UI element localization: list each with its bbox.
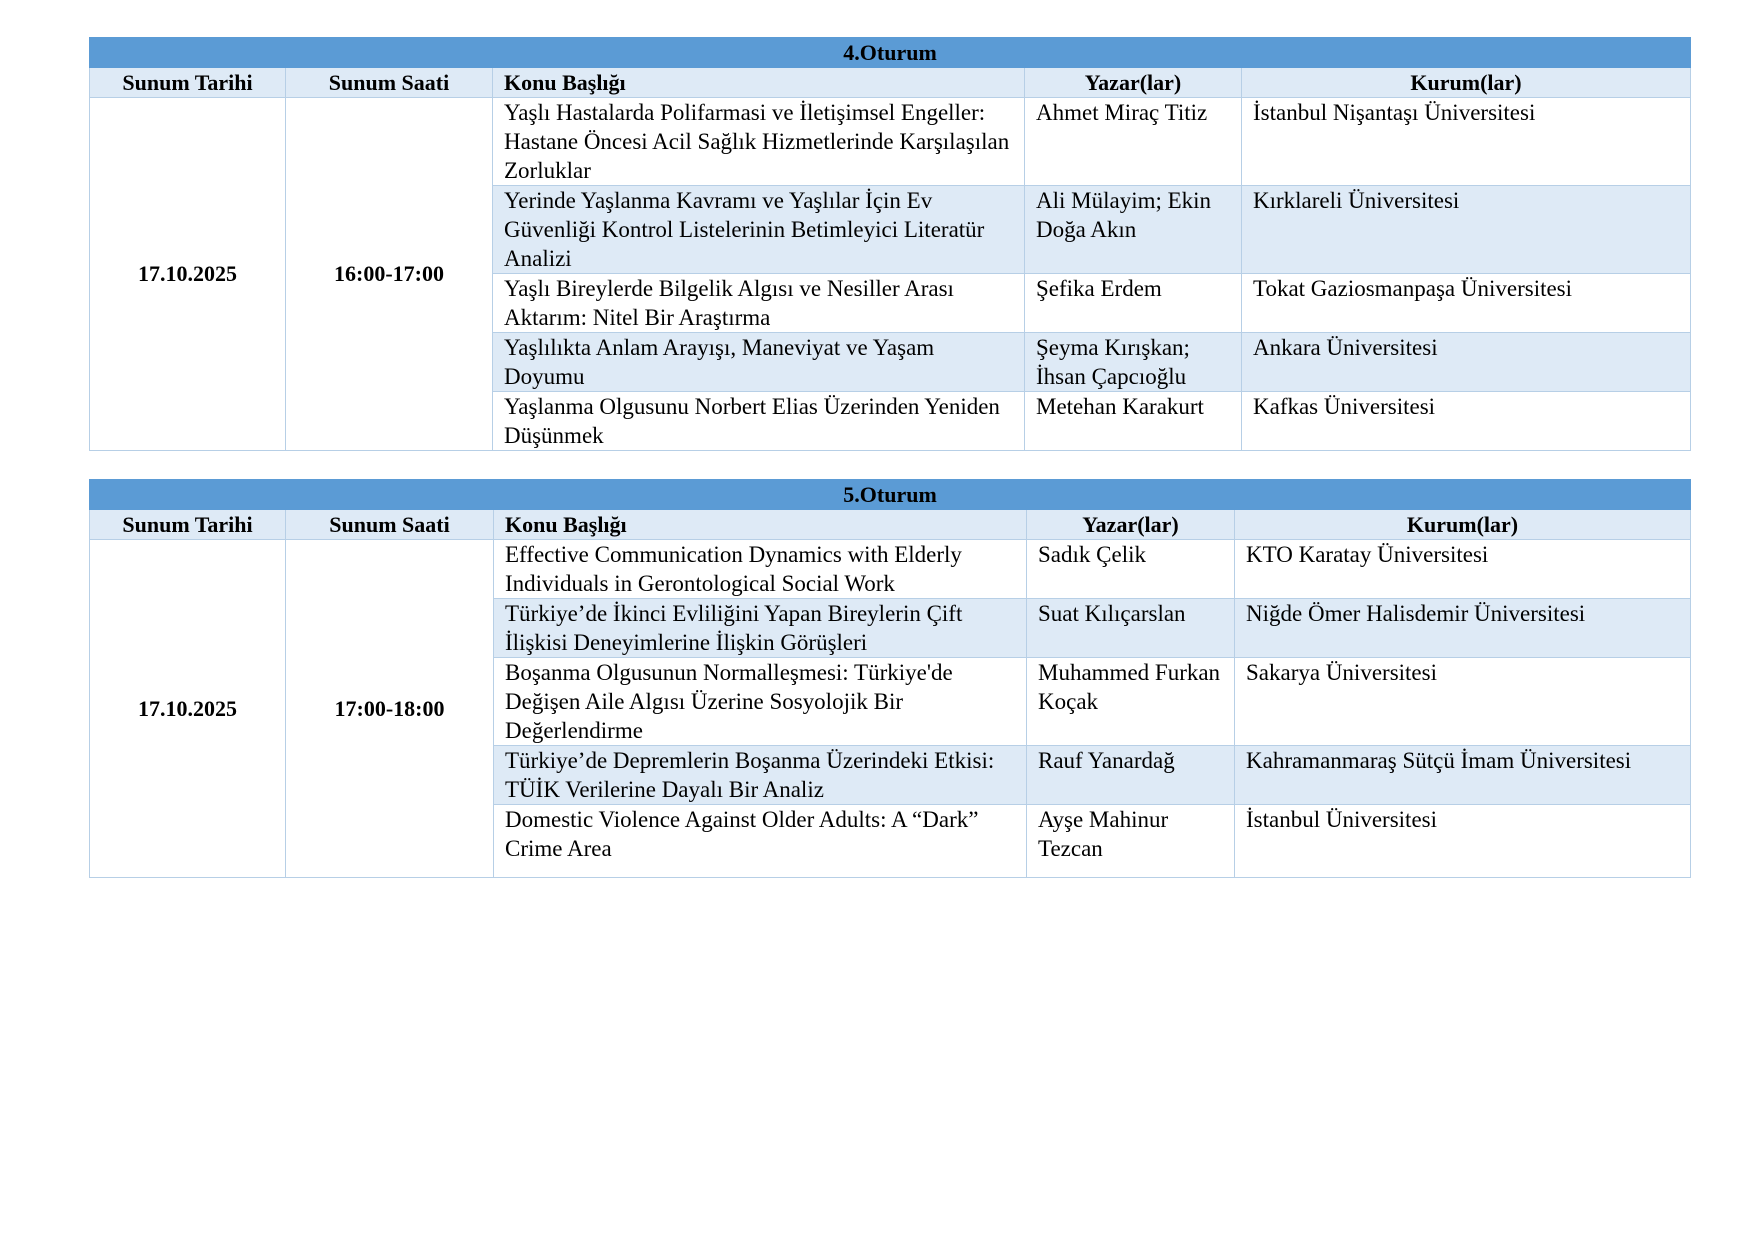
column-header-row	[90, 68, 1691, 98]
authors-cell: Suat Kılıçarslan	[1027, 599, 1235, 658]
column-header-row	[90, 510, 1691, 540]
header-time: Sunum Saati	[286, 510, 494, 540]
institution-cell: Kahramanmaraş Sütçü İmam Üniversitesi	[1235, 746, 1691, 805]
institution-cell: İstanbul Nişantaşı Üniversitesi	[1242, 98, 1691, 186]
authors-cell: Şeyma Kırışkan; İhsan Çapcıoğlu	[1025, 333, 1242, 392]
header-topic: Konu Başlığı	[493, 68, 1025, 98]
header-institutions: Kurum(lar)	[1235, 510, 1691, 540]
topic-cell: Yaşlı Bireylerde Bilgelik Algısı ve Nesiller Arası Aktarım: Nitel Bir Araştırma	[493, 274, 1025, 333]
session-4-table	[89, 37, 1690, 451]
institution-cell: Kafkas Üniversitesi	[1242, 392, 1691, 451]
presentation-date: 17.10.2025	[90, 98, 286, 451]
session-title-row	[90, 38, 1691, 68]
topic-cell: Türkiye’de Depremlerin Boşanma Üzerindeki Etkisi: TÜİK Verilerine Dayalı Bir Analiz	[494, 746, 1027, 805]
topic-cell: Yaşlı Hastalarda Polifarmasi ve İletişimsel Engeller: Hastane Öncesi Acil Sağlık Hizmetlerinde Karşılaşılan Zorluklar	[493, 98, 1025, 186]
presentation-date: 17.10.2025	[90, 540, 286, 878]
header-authors: Yazar(lar)	[1027, 510, 1235, 540]
table-row	[90, 540, 1691, 599]
authors-cell: Şefika Erdem	[1025, 274, 1242, 333]
authors-cell: Ayşe Mahinur Tezcan	[1027, 805, 1235, 878]
topic-cell: Boşanma Olgusunun Normalleşmesi: Türkiye'de Değişen Aile Algısı Üzerine Sosyolojik Bir Değerlendirme	[494, 658, 1027, 746]
institution-cell: Tokat Gaziosmanpaşa Üniversitesi	[1242, 274, 1691, 333]
topic-cell: Türkiye’de İkinci Evliliğini Yapan Bireylerin Çift İlişkisi Deneyimlerine İlişkin Görüşleri	[494, 599, 1027, 658]
schedule-table	[89, 479, 1691, 878]
header-authors: Yazar(lar)	[1025, 68, 1242, 98]
authors-cell: Metehan Karakurt	[1025, 392, 1242, 451]
header-institutions: Kurum(lar)	[1242, 68, 1691, 98]
session-title: 4.Oturum	[90, 38, 1691, 68]
authors-cell: Ahmet Miraç Titiz	[1025, 98, 1242, 186]
institution-cell: Kırklareli Üniversitesi	[1242, 186, 1691, 274]
authors-cell: Sadık Çelik	[1027, 540, 1235, 599]
institution-cell: Ankara Üniversitesi	[1242, 333, 1691, 392]
institution-cell: Niğde Ömer Halisdemir Üniversitesi	[1235, 599, 1691, 658]
institution-cell: İstanbul Üniversitesi	[1235, 805, 1691, 878]
session-title: 5.Oturum	[90, 480, 1691, 510]
topic-cell: Yaşlanma Olgusunu Norbert Elias Üzerinden Yeniden Düşünmek	[493, 392, 1025, 451]
authors-cell: Muhammed Furkan Koçak	[1027, 658, 1235, 746]
presentation-time: 16:00-17:00	[286, 98, 493, 451]
institution-cell: KTO Karatay Üniversitesi	[1235, 540, 1691, 599]
presentation-time: 17:00-18:00	[286, 540, 494, 878]
header-topic: Konu Başlığı	[494, 510, 1027, 540]
session-title-row	[90, 480, 1691, 510]
authors-cell: Rauf Yanardağ	[1027, 746, 1235, 805]
authors-cell: Ali Mülayim; Ekin Doğa Akın	[1025, 186, 1242, 274]
header-time: Sunum Saati	[286, 68, 493, 98]
header-date: Sunum Tarihi	[90, 68, 286, 98]
schedule-table	[89, 37, 1691, 451]
topic-cell: Yaşlılıkta Anlam Arayışı, Maneviyat ve Yaşam Doyumu	[493, 333, 1025, 392]
session-5-table	[89, 479, 1690, 878]
topic-cell: Effective Communication Dynamics with Elderly Individuals in Gerontological Social Work	[494, 540, 1027, 599]
topic-cell: Yerinde Yaşlanma Kavramı ve Yaşlılar İçin Ev Güvenliği Kontrol Listelerinin Betimleyici Literatür Analizi	[493, 186, 1025, 274]
institution-cell: Sakarya Üniversitesi	[1235, 658, 1691, 746]
topic-cell: Domestic Violence Against Older Adults: A “Dark” Crime Area	[494, 805, 1027, 878]
header-date: Sunum Tarihi	[90, 510, 286, 540]
table-row	[90, 98, 1691, 186]
